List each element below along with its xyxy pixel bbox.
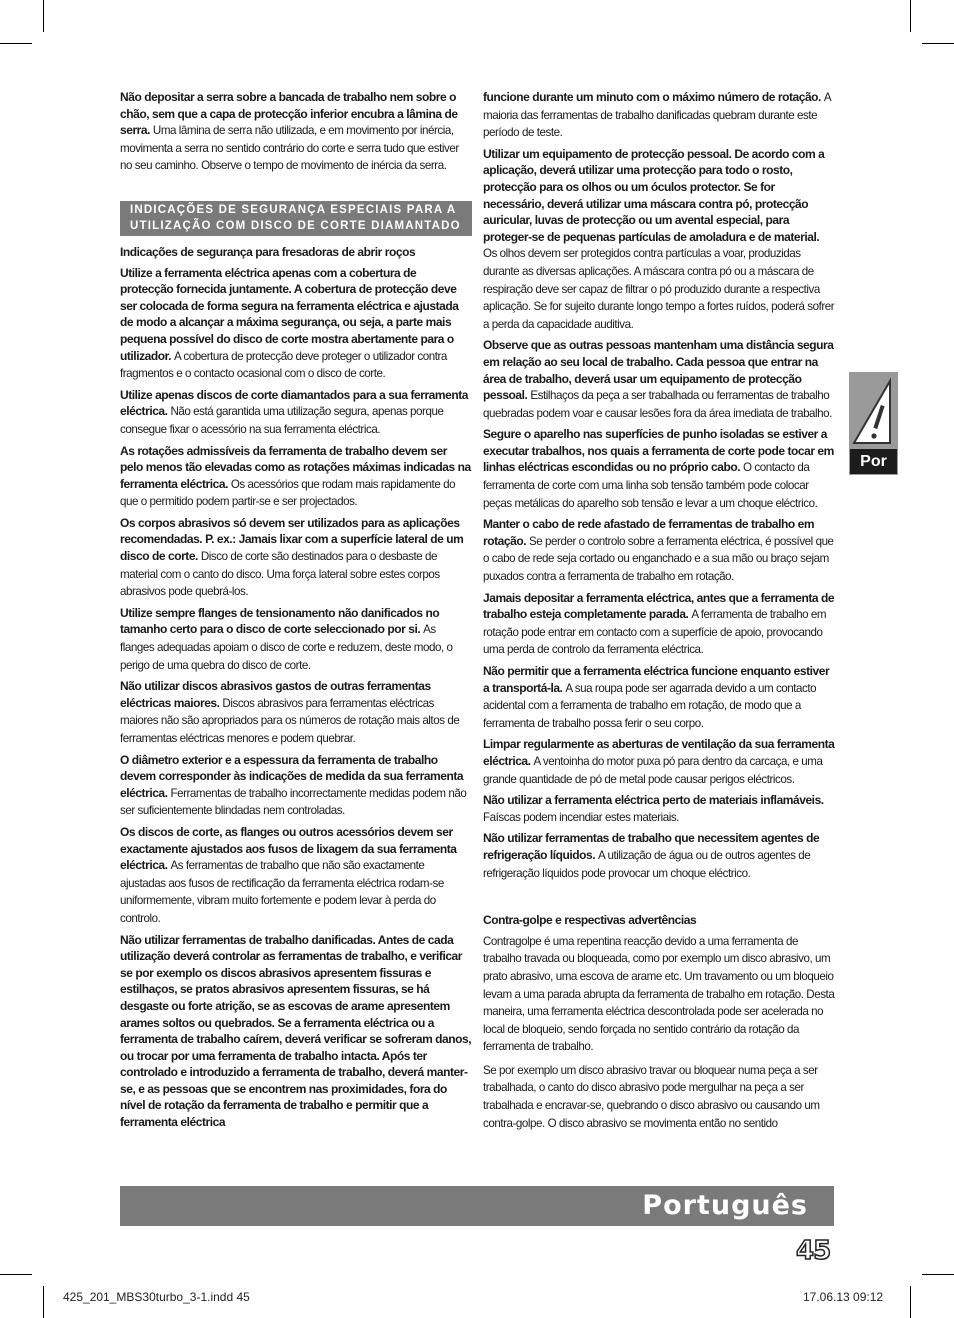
kickback-subheading: Contra-golpe e respectivas advertências (483, 913, 697, 928)
language-tab-label: Por (850, 449, 897, 474)
safety-paragraph: Utilize apenas discos de corte diamantados para a sua ferramenta eléctrica. Não está garantida uma utilização segura, apenas porque consegue fixar o acessório na sua ferramenta eléctrica. (120, 387, 469, 436)
safety-paragraph: Limpar regularmente as aberturas de ventilação da sua ferramenta eléctrica. A ventoinha do motor puxa pó para dentro da carcaça, e uma grande quantidade de pó de metal pode causar perigos eléctricos. (483, 737, 835, 786)
crop-mark (43, 1286, 44, 1318)
safety-paragraph: Segure o aparelho nas superfícies de punho isoladas se estiver a executar trabalhos, nos quais a ferramenta de corte pode tocar em linhas eléctricas escondidas ou no próprio cabo. O contacto da ferramenta de corte com uma linha sob tensão também pode colocar peças metálicas do aparelho sob tensão e levar a um choque eléctrico. (483, 427, 834, 510)
warning-exclamation-icon (850, 373, 897, 449)
safety-paragraph: Os discos de corte, as flanges ou outros acessórios devem ser exactamente ajustados aos fusos de lixagem da sua ferramenta eléctrica. As ferramentas de trabalho que não são exactamente ajustadas aos fusos de rectificação da ferramenta eléctrica rodam-se uniformemente, vibram muito fortemente e podem levar à perda do controlo. (120, 824, 457, 925)
crop-mark (910, 0, 911, 32)
safety-paragraph: Não utilizar ferramentas de trabalho danificadas. Antes de cada utilização deverá controlar as ferramentas de trabalho, e verificar se por exemplo os discos abrasivos apresentem fissuras e estilhaços, se pratos abrasivos apresentem fissuras, se há desgaste ou forte atrição, se as escovas de arame apresentem arames soltos ou quebrados. Se a ferramenta eléctrica ou a ferramenta de trabalho caírem, deverá verificar se sofreram danos, ou trocar por uma ferramenta de trabalho intacta. Após ter controlado e introduzido a ferramenta de trabalho, deverá manter-se, e as pessoas que se encontrem nas proximidades, fora do nível de rotação da ferramenta de trabalho e permitir que a ferramenta eléctrica (120, 932, 472, 1130)
safety-paragraph: O diâmetro exterior e a espessura da ferramenta de trabalho devem corresponder às indicações de medida da sua ferramenta eléctrica. Ferramentas de trabalho incorrectamente medidas podem não ser suficientemente blindadas nem controladas. (120, 752, 467, 818)
safety-paragraph: funcione durante um minuto com o máximo número de rotação. A maioria das ferramentas de trabalho danificadas quebram durante este período de teste. (483, 90, 831, 140)
print-slug-file: 425_201_MBS30turbo_3-1.indd 45 (63, 1290, 250, 1304)
safety-paragraph: Não permitir que a ferramenta eléctrica funcione enquanto estiver a transportá-la. A sua roupa pode ser agarrada devido a um contacto acidental com a ferramenta de trabalho em rotação, de modo que a ferramenta de trabalho possa ferir o seu corpo. (483, 664, 830, 730)
safety-paragraph: Manter o cabo de rede afastado de ferramentas de trabalho em rotação. Se perder o controlo sobre a ferramenta eléctrica, é possível que o cabo de rede seja cortado ou enganchado e a sua mão ou braço sejam puxados contra a ferramenta de trabalho em rotação. (483, 517, 834, 584)
crop-mark (0, 1274, 32, 1275)
safety-paragraph: Não utilizar discos abrasivos gastos de outras ferramentas eléctricas maiores. Discos abrasivos para ferramentas eléctricas maiores não são apropriados para os números de rotação mais altos de ferramentas eléctricas menores e podem quebrar. (120, 679, 460, 745)
page-number: 45 (796, 1236, 831, 1266)
crop-mark (0, 43, 32, 44)
safety-paragraph: As rotações admissíveis da ferramenta de trabalho devem ser pelo menos tão elevadas como as rotações máximas indicadas na ferramenta eléctrica. Os acessórios que rodam mais rapidamente do que o permitido podem partir-se e ser projectados. (120, 443, 471, 509)
print-slug-date: 17.06.13 09:12 (803, 1290, 884, 1304)
safety-paragraph: Não utilizar ferramentas de trabalho que necessitem agentes de refrigeração líquidos. A utilização de água ou de outros agentes de refrigeração líquidos pode provocar um choque eléctrico. (483, 831, 820, 880)
safety-paragraph: Não depositar a serra sobre a bancada de trabalho nem sobre o chão, sem que a capa de protecção inferior encubra a lâmina de serra. Uma lâmina de serra não utilizada, e em movimento por inércia, movimenta a serra no sentido contrário do corte e serra tudo que estiver no seu caminho. Observe o tempo de movimento de inércia da serra. (120, 90, 459, 173)
safety-paragraph: Não utilizar a ferramenta eléctrica perto de materiais inflamáveis. Faíscas podem incendiar estes materiais. (483, 793, 824, 824)
crop-mark (922, 43, 954, 44)
safety-paragraph: Indicações de segurança para fresadoras de abrir roços (120, 244, 416, 259)
crop-mark (43, 0, 44, 32)
safety-paragraph: Os corpos abrasivos só devem ser utilizados para as aplicações recomendadas. P. ex.: Jamais lixar com a superfície lateral de um disco de corte. Disco de corte são destinados para o desbaste de material com o canto do disco. Uma força lateral sobre estes corpos abrasivos pode quebrá-los. (120, 515, 464, 599)
language-side-tab (849, 372, 898, 475)
body-paragraph: Se por exemplo um disco abrasivo travar ou bloquear numa peça a ser trabalhada, o canto do disco abrasivo pode mergulhar na peça a ser trabalhada e encravar-se, quebrando o disco abrasivo ou causando um contra-golpe. O disco abrasivo se movimenta então no sentido (483, 1063, 820, 1130)
crop-mark (922, 1274, 954, 1275)
safety-paragraph: Utilize a ferramenta eléctrica apenas com a cobertura de protecção fornecida juntamente. A cobertura de protecção deve ser colocada de forma segura na ferramenta eléctrica e ajustada de modo a alcançar a máxima segurança, ou seja, a parte mais pequena possível do disco de corte mostra abertamente para o utilizador. A cobertura de protecção deve proteger o utilizador contra fragmentos e o contacto ocasional com o disco de corte. (120, 265, 459, 381)
body-paragraph: Contragolpe é uma repentina reacção devido a uma ferramenta de trabalho travada ou bloqueada, como por exemplo um disco abrasivo, um prato abrasivo, uma escova de arame etc. Um travamento ou um bloqueio levam a uma parada abrupta da ferramenta de trabalho em rotação. Desta maneira, uma ferramenta eléctrica descontrolada pode ser acelerada no local de bloqueio, sendo forçada no sentido contrário da rotação da ferramenta de trabalho. (483, 934, 835, 1054)
safety-paragraph: Observe que as outras pessoas mantenham uma distância segura em relação ao seu local de trabalho. Cada pessoa que entrar na área de trabalho, deverá usar um equipamento de protecção pessoal. Estilhaços da peça a ser trabalhada ou ferramentas de trabalho quebradas podem voar e causar lesões fora da área imediata de trabalho. (483, 338, 834, 420)
safety-paragraph: Utilizar um equipamento de protecção pessoal. De acordo com a aplicação, deverá utilizar uma protecção para todo o rosto, protecção para os olhos ou um óculos protector. Se for necessário, deverá utilizar uma máscara contra pó, protecção auricular, luvas de protecção ou um avental especial, para proteger-se de pequenas partículas de amoladura e de material. Os olhos devem ser protegidos contra partículas a voar, produzidas durante as diversas aplicações. A máscara contra pó ou a máscara de respiração deve ser capaz de filtrar o pó produzido durante a respectiva aplicação. Se for sujeito durante longo tempo a fortes ruídos, poderá sofrer a perda da capacidade auditiva. (483, 146, 835, 331)
safety-paragraph: Utilize sempre flanges de tensionamento não danificados no tamanho certo para o disco de corte seleccionado por si. As flanges adequadas apoiam o disco de corte e reduzem, deste modo, o perigo de uma quebra do disco de corte. (120, 605, 453, 672)
section-heading: INDICAÇÕES DE SEGURANÇA ESPECIAIS PARA A UTILIZAÇÃO COM DISCO DE CORTE DIAMANTADO (120, 201, 472, 236)
language-footer-bar: Português (120, 1186, 834, 1226)
safety-paragraph: Jamais depositar a ferramenta eléctrica, antes que a ferramenta de trabalho esteja completamente parada. A ferramenta de trabalho em rotação pode entrar em contacto com a superfície de apoio, provocando uma perda de controlo da ferramenta eléctrica. (483, 590, 835, 657)
left-column (120, 89, 472, 1135)
crop-mark (910, 1286, 911, 1318)
right-column (483, 89, 835, 1136)
